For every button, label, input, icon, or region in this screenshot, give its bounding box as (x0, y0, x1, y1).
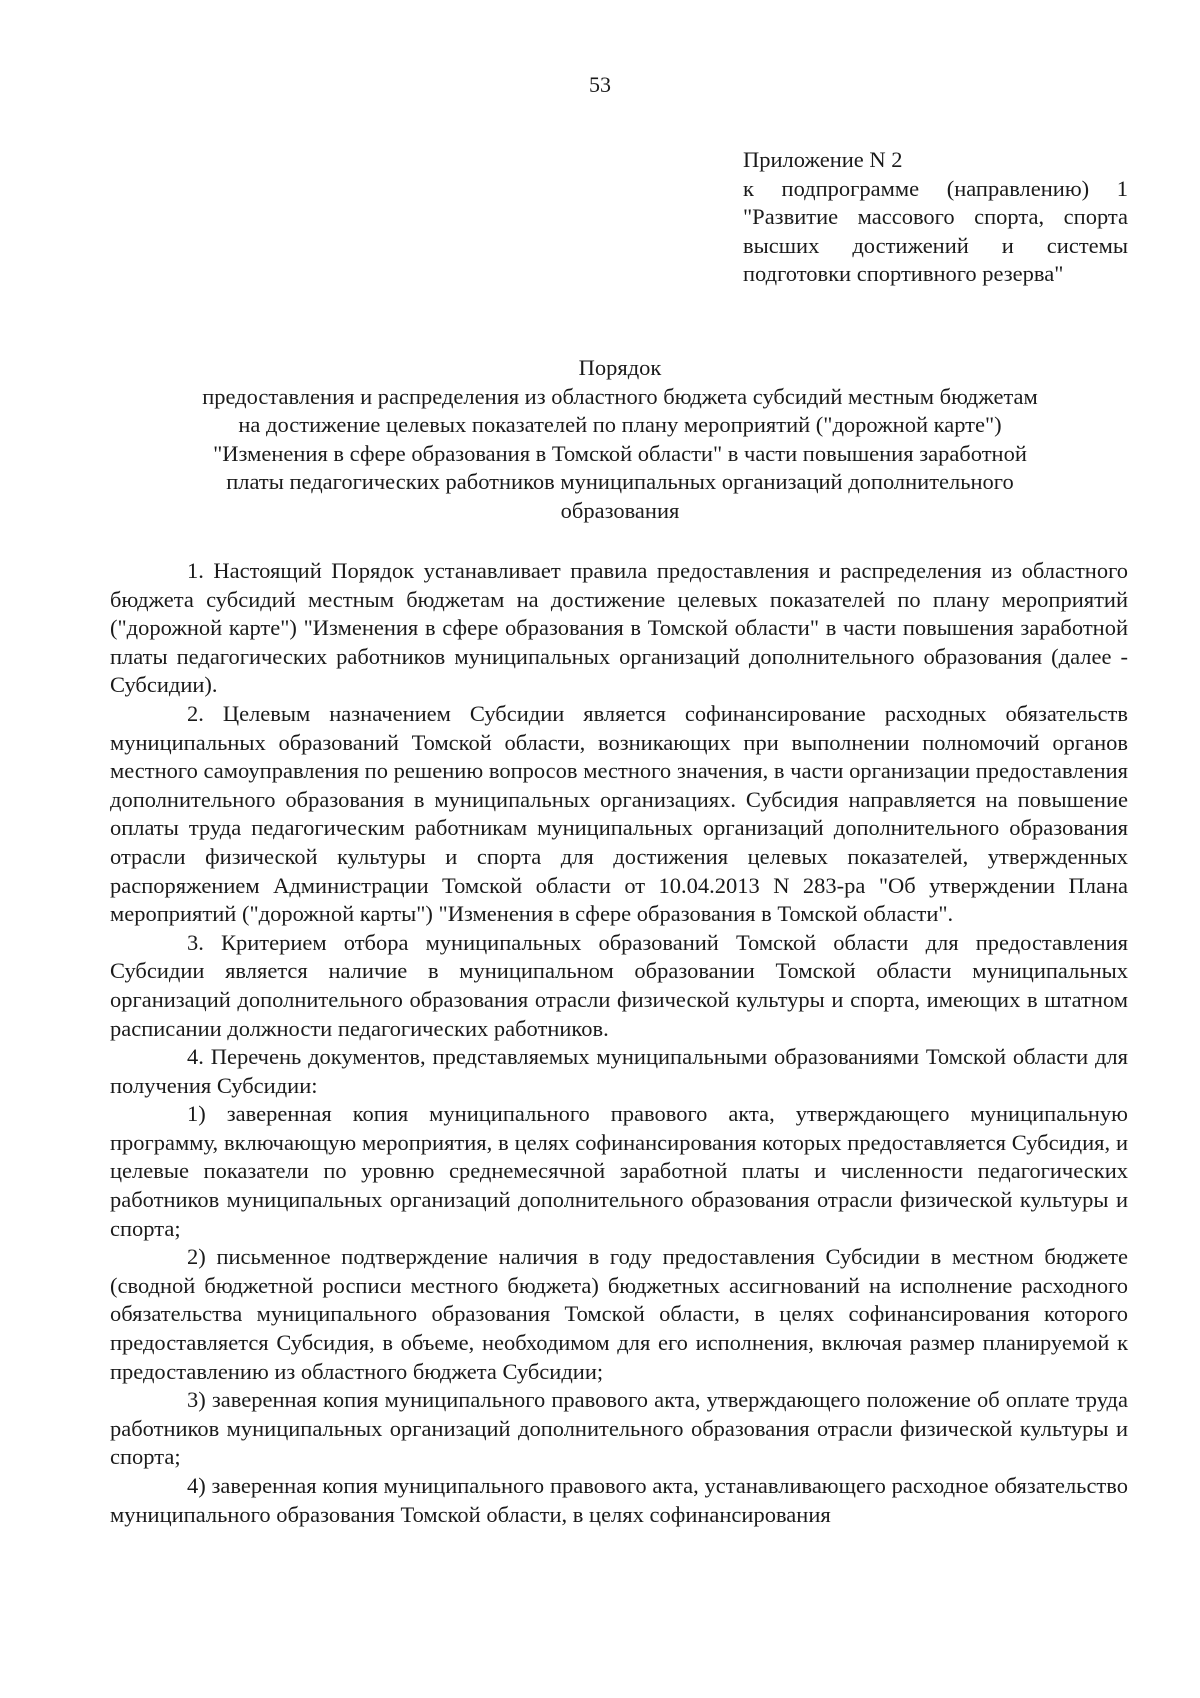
page-number: 53 (589, 72, 611, 97)
title-line-2: на достижение целевых показателей по плану мероприятий ("дорожной карте") (238, 412, 1002, 437)
paragraph-4-item-1: 1) заверенная копия муниципального правового акта, утверждающего муниципальную программу, включающую мероприятия, в целях софинансирования которых предоставляется Субсидия, и целевые показатели по уровню среднемесячной заработной платы и численности педагогических работников муниципальных организаций дополнительного образования отрасли физической культуры и спорта; (110, 1101, 1128, 1241)
paragraph-3: 3. Критерием отбора муниципальных образований Томской области для предоставления Субсидии является наличие в муниципальном образовании Томской области муниципальных организаций дополнительного образования отрасли физической культуры и спорта, имеющих в штатном расписании должности педагогических работников. (110, 929, 1128, 1041)
appendix-subprogram: к подпрограмме (направлению) 1 (743, 175, 1128, 201)
appendix-program-name-1: "Развитие массового спорта, спорта (743, 204, 1128, 229)
paragraph-4-item-2: 2) письменное подтверждение наличия в году предоставления Субсидии в местном бюджете (сводной бюджетной росписи местного бюджета) бюджетных ассигнований на исполнение расходного обязательства муниципального образования Томской области, в целях софинансирования которого предоставляется Субсидия, в объеме, необходимом для его исполнения, включая размер планируемой к предоставлению из областного бюджета Субсидии; (110, 1244, 1128, 1384)
paragraph-4-item-4: 4) заверенная копия муниципального правового акта, устанавливающего расходное обязательство муниципального образования Томской области, в целях софинансирования (110, 1473, 1128, 1527)
title-line-3: "Изменения в сфере образования в Томской области" в части повышения заработной (213, 440, 1027, 466)
appendix-header (743, 146, 1128, 289)
title-heading: Порядок (578, 355, 662, 380)
title-line-5: образования (560, 497, 680, 523)
appendix-program-name-2: высших достижений и системы (743, 232, 1128, 258)
paragraph-2: 2. Целевым назначением Субсидии является софинансирование расходных обязательств муниципальных образований Томской области, возникающих при выполнении полномочий органов местного самоуправления по решению вопросов местного значения, в части организации предоставления дополнительного образования в муниципальных организациях. Субсидия направляется на повышение оплаты труда педагогическим работникам муниципальных организаций дополнительного образования отрасли физической культуры и спорта для достижения целевых показателей, утвержденных распоряжением Администрации Томской области от 10.04.2013 N 283-ра "Об утверждении Плана мероприятий ("дорожной карты") "Изменения в сфере образования в Томской области". (110, 700, 1128, 927)
paragraph-4: 4. Перечень документов, представляемых муниципальными образованиями Томской области для получения Субсидии: (110, 1044, 1128, 1098)
title-line-4: платы педагогических работников муниципальных организаций дополнительного (226, 469, 1014, 494)
appendix-number: Приложение N 2 (743, 147, 903, 172)
paragraph-1: 1. Настоящий Порядок устанавливает правила предоставления и распределения из областного бюджета субсидий местным бюджетам на достижение целевых показателей по плану мероприятий ("дорожной карте") "Изменения в сфере образования в Томской области" в части повышения заработной платы педагогических работников муниципальных организаций дополнительного образования (далее - Субсидии). (110, 558, 1128, 698)
paragraph-4-item-3: 3) заверенная копия муниципального правового акта, утверждающего положение об оплате труда работников муниципальных организаций дополнительного образования отрасли физической культуры и спорта; (110, 1387, 1128, 1470)
document-body (110, 557, 1128, 1529)
document-title (110, 354, 1130, 525)
appendix-program-name-3: подготовки спортивного резерва" (743, 261, 1064, 286)
title-line-1: предоставления и распределения из областного бюджета субсидий местным бюджетам (202, 383, 1038, 409)
